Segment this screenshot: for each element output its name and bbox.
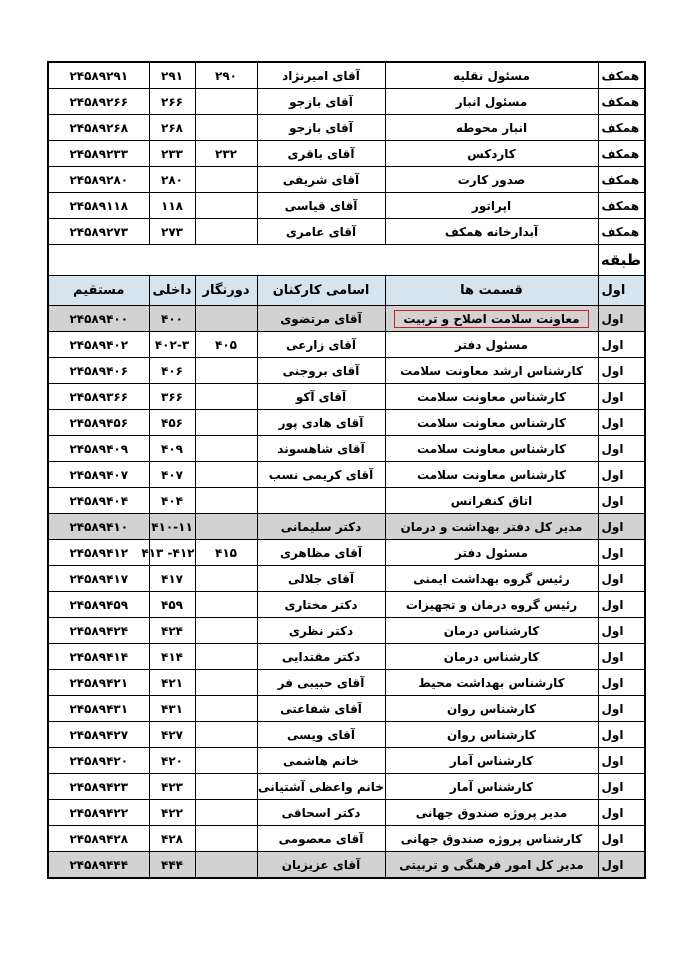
cell-name: آقای عزیزیان bbox=[257, 852, 385, 879]
cell-floor: اول bbox=[598, 852, 645, 879]
cell-floor: اول bbox=[598, 644, 645, 670]
cell-direct: ۲۴۵۸۹۲۹۱ bbox=[48, 62, 149, 89]
table-header bbox=[48, 276, 645, 306]
cell-floor: اول bbox=[598, 696, 645, 722]
cell-floor: همکف bbox=[598, 89, 645, 115]
table-row bbox=[48, 722, 645, 748]
cell-floor: اول bbox=[598, 436, 645, 462]
cell-fax bbox=[195, 89, 257, 115]
cell-fax bbox=[195, 722, 257, 748]
table-row bbox=[48, 436, 645, 462]
cell-fax: ۴۰۵ bbox=[195, 332, 257, 358]
cell-floor: اول bbox=[598, 670, 645, 696]
table-row bbox=[48, 332, 645, 358]
cell-direct: ۲۴۵۸۹۴۴۴ bbox=[48, 852, 149, 879]
cell-internal: ۴۰۰ bbox=[149, 306, 195, 332]
header-internal: داخلی bbox=[149, 276, 195, 306]
cell-internal: ۴۲۱ bbox=[149, 670, 195, 696]
cell-internal: ۱۱۸ bbox=[149, 193, 195, 219]
cell-direct: ۲۴۵۸۹۴۲۱ bbox=[48, 670, 149, 696]
cell-dept: کارشناس درمان bbox=[385, 618, 598, 644]
table-row bbox=[48, 774, 645, 800]
cell-internal: ۴۰۲-۳ bbox=[149, 332, 195, 358]
cell-floor: اول bbox=[598, 826, 645, 852]
cell-floor: اول bbox=[598, 800, 645, 826]
cell-internal: ۲۶۶ bbox=[149, 89, 195, 115]
cell-internal: ۴۱۷ bbox=[149, 566, 195, 592]
section-divider bbox=[48, 245, 645, 306]
cell-name: آقای بازجو bbox=[257, 89, 385, 115]
table-row bbox=[48, 219, 645, 245]
cell-name: آقای مظاهری bbox=[257, 540, 385, 566]
cell-floor: همکف bbox=[598, 115, 645, 141]
section-label: طبقه bbox=[598, 245, 645, 276]
cell-floor: اول bbox=[598, 618, 645, 644]
cell-direct: ۲۴۵۸۹۴۰۴ bbox=[48, 488, 149, 514]
cell-name: آقای عامری bbox=[257, 219, 385, 245]
cell-name: آقای معصومی bbox=[257, 826, 385, 852]
cell-fax bbox=[195, 852, 257, 879]
table-row bbox=[48, 826, 645, 852]
cell-dept bbox=[385, 306, 598, 332]
cell-dept: مدیر پروژه صندوق جهانی bbox=[385, 800, 598, 826]
cell-fax bbox=[195, 462, 257, 488]
cell-direct: ۲۴۵۸۹۲۳۳ bbox=[48, 141, 149, 167]
table-row bbox=[48, 748, 645, 774]
table-row bbox=[48, 115, 645, 141]
cell-floor: اول bbox=[598, 384, 645, 410]
table-row bbox=[48, 852, 645, 879]
cell-fax bbox=[195, 774, 257, 800]
cell-direct: ۲۴۵۸۹۴۱۴ bbox=[48, 644, 149, 670]
cell-name: دکتر مختاری bbox=[257, 592, 385, 618]
table-row bbox=[48, 488, 645, 514]
cell-name: آقای حبیبی فر bbox=[257, 670, 385, 696]
cell-internal: ۴۲۸ bbox=[149, 826, 195, 852]
cell-direct: ۲۴۵۸۹۴۲۷ bbox=[48, 722, 149, 748]
cell-fax bbox=[195, 488, 257, 514]
cell-name: خانم واعظی آشتیانی bbox=[257, 774, 385, 800]
cell-name: آقای زارعی bbox=[257, 332, 385, 358]
cell-floor: همکف bbox=[598, 167, 645, 193]
cell-floor: اول bbox=[598, 592, 645, 618]
directory-table bbox=[47, 61, 646, 879]
cell-internal: ۴۴۴ bbox=[149, 852, 195, 879]
cell-internal: ۴۵۶ bbox=[149, 410, 195, 436]
cell-dept: مدیر کل دفتر بهداشت و درمان bbox=[385, 514, 598, 540]
cell-name: آقای بازجو bbox=[257, 115, 385, 141]
cell-direct: ۲۴۵۸۹۴۲۰ bbox=[48, 748, 149, 774]
cell-internal: ۴۲۳ bbox=[149, 774, 195, 800]
table-row bbox=[48, 696, 645, 722]
cell-fax bbox=[195, 748, 257, 774]
cell-direct: ۲۴۵۸۹۴۳۱ bbox=[48, 696, 149, 722]
cell-fax bbox=[195, 219, 257, 245]
cell-floor: اول bbox=[598, 462, 645, 488]
cell-internal: ۲۸۰ bbox=[149, 167, 195, 193]
table-row bbox=[48, 592, 645, 618]
cell-dept: کارشناس آمار bbox=[385, 748, 598, 774]
first-floor-rows bbox=[48, 306, 645, 879]
cell-fax bbox=[195, 193, 257, 219]
cell-internal: ۳۶۶ bbox=[149, 384, 195, 410]
cell-dept: کارشناس معاونت سلامت bbox=[385, 410, 598, 436]
cell-fax: ۴۱۵ bbox=[195, 540, 257, 566]
cell-dept: کارشناس معاونت سلامت bbox=[385, 384, 598, 410]
cell-floor: اول bbox=[598, 332, 645, 358]
cell-name: آقای شریفی bbox=[257, 167, 385, 193]
cell-direct: ۲۴۵۸۹۱۱۸ bbox=[48, 193, 149, 219]
cell-floor: همکف bbox=[598, 193, 645, 219]
table-row bbox=[48, 514, 645, 540]
cell-dept: کارشناس روان bbox=[385, 696, 598, 722]
cell-internal: ۴۲۲ bbox=[149, 800, 195, 826]
cell-dept: صدور کارت bbox=[385, 167, 598, 193]
cell-name: دکتر نظری bbox=[257, 618, 385, 644]
header-name: اسامی کارکنان bbox=[257, 276, 385, 306]
cell-floor: اول bbox=[598, 306, 645, 332]
cell-dept: مسئول دفتر bbox=[385, 332, 598, 358]
cell-dept: اپراتور bbox=[385, 193, 598, 219]
cell-fax bbox=[195, 826, 257, 852]
cell-fax bbox=[195, 566, 257, 592]
cell-internal: ۴۱۴ bbox=[149, 644, 195, 670]
table-row bbox=[48, 670, 645, 696]
cell-fax bbox=[195, 306, 257, 332]
cell-fax bbox=[195, 167, 257, 193]
cell-fax bbox=[195, 358, 257, 384]
cell-direct: ۲۴۵۸۹۴۰۶ bbox=[48, 358, 149, 384]
cell-direct: ۲۴۵۸۹۲۶۸ bbox=[48, 115, 149, 141]
cell-direct: ۲۴۵۸۹۲۶۶ bbox=[48, 89, 149, 115]
cell-floor: اول bbox=[598, 774, 645, 800]
cell-dept: انبار محوطه bbox=[385, 115, 598, 141]
header-dept: قسمت ها bbox=[385, 276, 598, 306]
cell-direct: ۲۴۵۸۹۴۰۷ bbox=[48, 462, 149, 488]
table-row bbox=[48, 358, 645, 384]
cell-name: دکتر سلیمانی bbox=[257, 514, 385, 540]
table-row bbox=[48, 618, 645, 644]
cell-fax bbox=[195, 644, 257, 670]
cell-name: دکتر مقتدایی bbox=[257, 644, 385, 670]
cell-fax bbox=[195, 384, 257, 410]
cell-dept: کارشناس آمار bbox=[385, 774, 598, 800]
table-row bbox=[48, 800, 645, 826]
cell-dept: کاردکس bbox=[385, 141, 598, 167]
cell-name: آقای امیرنژاد bbox=[257, 62, 385, 89]
cell-floor: اول bbox=[598, 514, 645, 540]
cell-floor: همکف bbox=[598, 219, 645, 245]
cell-dept: مدیر کل امور فرهنگی و تربیتی bbox=[385, 852, 598, 879]
cell-name: خانم هاشمی bbox=[257, 748, 385, 774]
cell-direct: ۲۴۵۸۹۴۰۲ bbox=[48, 332, 149, 358]
cell-internal: ۲۷۳ bbox=[149, 219, 195, 245]
cell-fax bbox=[195, 696, 257, 722]
cell-direct: ۲۴۵۸۹۴۲۲ bbox=[48, 800, 149, 826]
cell-name: آقای بروجنی bbox=[257, 358, 385, 384]
cell-name: آقای شفاعتی bbox=[257, 696, 385, 722]
cell-fax bbox=[195, 618, 257, 644]
section-row bbox=[48, 245, 645, 276]
cell-dept: کارشناس ارشد معاونت سلامت bbox=[385, 358, 598, 384]
cell-internal: ۴۱۰-۱۱ bbox=[149, 514, 195, 540]
table-row bbox=[48, 193, 645, 219]
header-floor: اول bbox=[598, 276, 645, 306]
cell-name: آقای مرتضوی bbox=[257, 306, 385, 332]
table-row bbox=[48, 540, 645, 566]
cell-floor: اول bbox=[598, 358, 645, 384]
table-row bbox=[48, 644, 645, 670]
cell-dept: کارشناس درمان bbox=[385, 644, 598, 670]
cell-internal: ۴۰۴ bbox=[149, 488, 195, 514]
table-row bbox=[48, 566, 645, 592]
cell-internal: ۴۲۰ bbox=[149, 748, 195, 774]
cell-internal: ۲۳۳ bbox=[149, 141, 195, 167]
cell-internal: ۲۹۱ bbox=[149, 62, 195, 89]
cell-name: آقای باقری bbox=[257, 141, 385, 167]
header-direct: مستقیم bbox=[48, 276, 149, 306]
cell-floor: همکف bbox=[598, 141, 645, 167]
cell-direct: ۲۴۵۸۹۴۵۶ bbox=[48, 410, 149, 436]
cell-name bbox=[257, 488, 385, 514]
cell-name: آقای جلالی bbox=[257, 566, 385, 592]
table-row bbox=[48, 462, 645, 488]
cell-floor: اول bbox=[598, 748, 645, 774]
cell-floor: همکف bbox=[598, 62, 645, 89]
phone-directory bbox=[47, 61, 644, 879]
cell-floor: اول bbox=[598, 566, 645, 592]
cell-fax: ۲۳۲ bbox=[195, 141, 257, 167]
cell-direct: ۲۴۵۸۹۴۵۹ bbox=[48, 592, 149, 618]
ground-floor-rows bbox=[48, 62, 645, 245]
cell-name: آقای آکو bbox=[257, 384, 385, 410]
cell-floor: اول bbox=[598, 488, 645, 514]
cell-dept: رئیس گروه درمان و تجهیزات bbox=[385, 592, 598, 618]
cell-dept: کارشناس معاونت سلامت bbox=[385, 462, 598, 488]
cell-dept: کارشناس بهداشت محیط bbox=[385, 670, 598, 696]
cell-floor: اول bbox=[598, 410, 645, 436]
cell-name: آقای کریمی نسب bbox=[257, 462, 385, 488]
table-row bbox=[48, 410, 645, 436]
cell-dept: رئیس گروه بهداشت ایمنی bbox=[385, 566, 598, 592]
cell-name: آقای شاهسوند bbox=[257, 436, 385, 462]
cell-name: دکتر اسحاقی bbox=[257, 800, 385, 826]
cell-fax bbox=[195, 436, 257, 462]
cell-direct: ۲۴۵۸۹۲۷۳ bbox=[48, 219, 149, 245]
cell-fax bbox=[195, 592, 257, 618]
cell-internal: ۴۱۲- ۴۱۳ bbox=[149, 540, 195, 566]
cell-dept: اتاق کنفرانس bbox=[385, 488, 598, 514]
highlighted-dept: معاونت سلامت اصلاح و تربیت bbox=[394, 310, 588, 328]
table-row bbox=[48, 89, 645, 115]
cell-name: آقای قیاسی bbox=[257, 193, 385, 219]
section-blank bbox=[48, 245, 598, 276]
cell-direct: ۲۴۵۸۹۴۱۷ bbox=[48, 566, 149, 592]
cell-internal: ۲۶۸ bbox=[149, 115, 195, 141]
cell-direct: ۲۴۵۸۹۴۲۴ bbox=[48, 618, 149, 644]
cell-fax bbox=[195, 514, 257, 540]
cell-internal: ۴۵۹ bbox=[149, 592, 195, 618]
cell-name: آقای ویسی bbox=[257, 722, 385, 748]
cell-direct: ۲۴۵۸۹۴۲۸ bbox=[48, 826, 149, 852]
cell-direct: ۲۴۵۸۹۴۱۲ bbox=[48, 540, 149, 566]
table-row bbox=[48, 384, 645, 410]
cell-internal: ۴۲۷ bbox=[149, 722, 195, 748]
cell-direct: ۲۴۵۸۹۴۰۹ bbox=[48, 436, 149, 462]
cell-fax bbox=[195, 800, 257, 826]
table-row bbox=[48, 167, 645, 193]
table-row bbox=[48, 306, 645, 332]
cell-internal: ۴۰۶ bbox=[149, 358, 195, 384]
cell-fax bbox=[195, 115, 257, 141]
cell-internal: ۴۳۱ bbox=[149, 696, 195, 722]
cell-floor: اول bbox=[598, 722, 645, 748]
cell-direct: ۲۴۵۸۹۴۲۳ bbox=[48, 774, 149, 800]
cell-floor: اول bbox=[598, 540, 645, 566]
cell-dept: کارشناس روان bbox=[385, 722, 598, 748]
cell-dept: مسئول انبار bbox=[385, 89, 598, 115]
cell-dept: مسئول نقلیه bbox=[385, 62, 598, 89]
cell-fax: ۲۹۰ bbox=[195, 62, 257, 89]
cell-dept: کارشناس پروژه صندوق جهانی bbox=[385, 826, 598, 852]
header-fax: دورنگار bbox=[195, 276, 257, 306]
table-row bbox=[48, 62, 645, 89]
cell-direct: ۲۴۵۸۹۴۱۰ bbox=[48, 514, 149, 540]
cell-direct: ۲۴۵۸۹۴۰۰ bbox=[48, 306, 149, 332]
cell-direct: ۲۴۵۸۹۳۶۶ bbox=[48, 384, 149, 410]
cell-internal: ۴۰۹ bbox=[149, 436, 195, 462]
cell-fax bbox=[195, 670, 257, 696]
cell-internal: ۴۲۴ bbox=[149, 618, 195, 644]
cell-internal: ۴۰۷ bbox=[149, 462, 195, 488]
cell-fax bbox=[195, 410, 257, 436]
table-row bbox=[48, 141, 645, 167]
cell-dept: کارشناس معاونت سلامت bbox=[385, 436, 598, 462]
cell-dept: آبدارخانه همکف bbox=[385, 219, 598, 245]
cell-name: آقای هادی پور bbox=[257, 410, 385, 436]
cell-dept: مسئول دفتر bbox=[385, 540, 598, 566]
cell-direct: ۲۴۵۸۹۲۸۰ bbox=[48, 167, 149, 193]
